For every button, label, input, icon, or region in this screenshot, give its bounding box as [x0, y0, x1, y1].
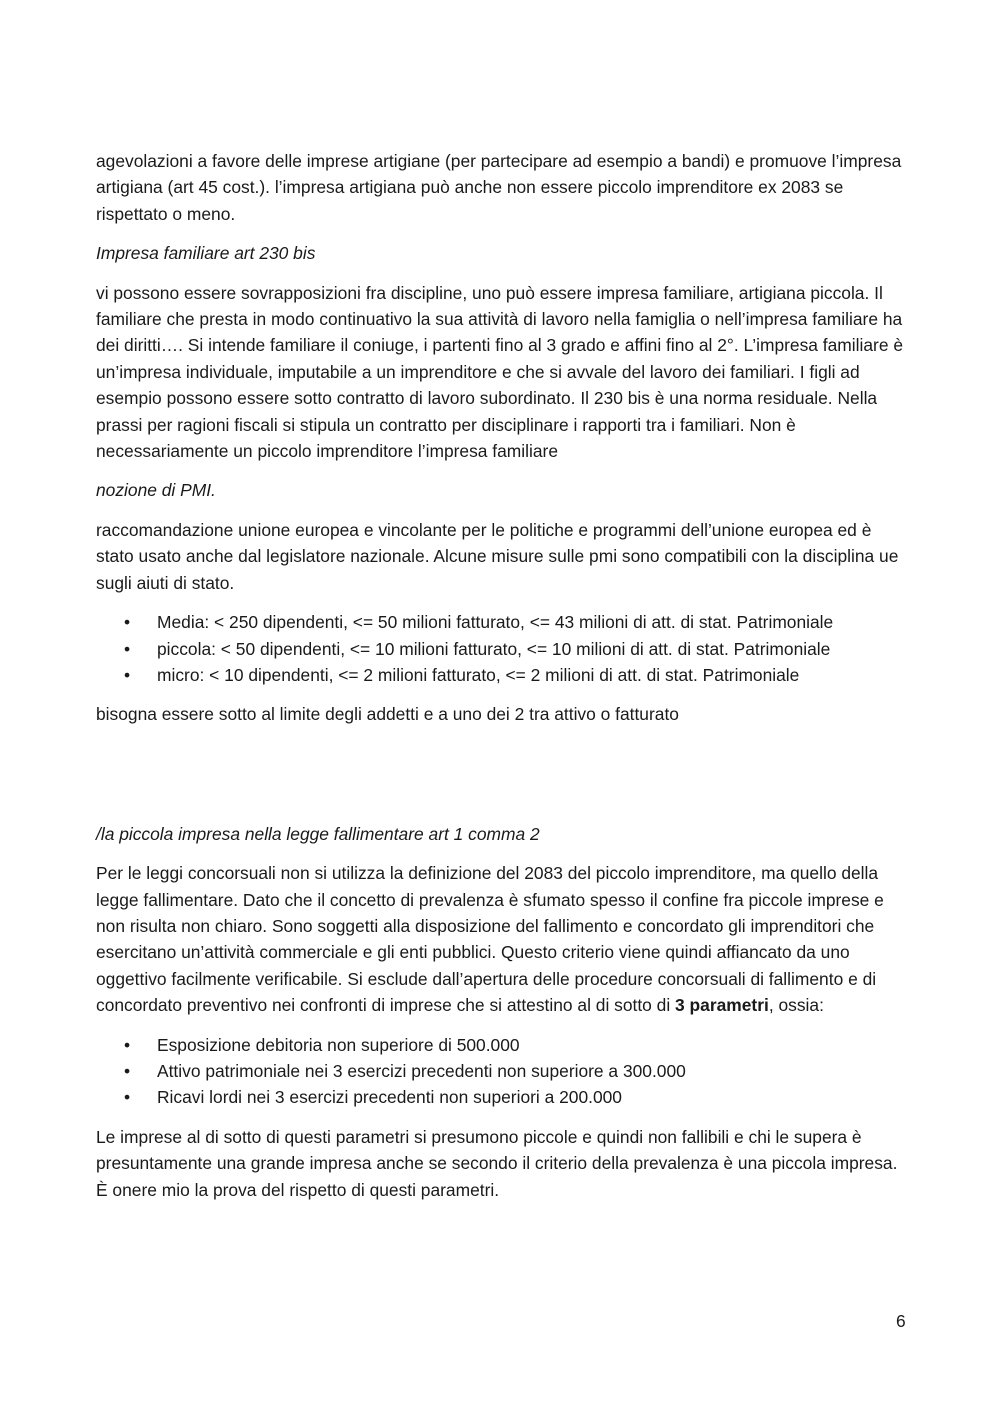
list-item-text: Ricavi lordi nei 3 esercizi precedenti non superiori a 200.000 [157, 1087, 622, 1108]
list-item [96, 609, 908, 635]
list-item-text: piccola: < 50 dipendenti, <= 10 milioni fatturato, <= 10 milioni di att. di stat. Patrimoniale [157, 638, 831, 659]
list-item [96, 636, 908, 662]
list-item [96, 1058, 908, 1084]
bullet-icon: • [124, 612, 131, 633]
list-item [96, 1032, 908, 1058]
paragraph-conclusione: Le imprese al di sotto di questi parametri si presumono piccole e quindi non fallibili e chi le supera è presuntamente una grande impresa anche se secondo il criterio della prevalenza è una piccola impresa. È onere mio la prova del rispetto di questi parametri. [96, 1126, 898, 1200]
bullet-icon: • [124, 1060, 131, 1081]
paragraph-impresa-familiare: vi possono essere sovrapposizioni fra discipline, uno può essere impresa familiare, artigiana piccola. Il familiare che presta in modo continuativo la sua attività di lavoro nella famiglia o nell’impresa familiare ha dei diritti…. Si intende familiare il coniuge, i partenti fino al 3 grado e affini fino al 2°. L’impresa familiare è un’impresa individuale, imputabile a un imprenditore e che si avvale del lavoro dei familiari. I figli ad esempio possono essere sotto contratto di lavoro subordinato. Il 230 bis è una norma residuale. Nella prassi per ragioni fiscali si stipula un contratto per disciplinare i rapporti tra i familiari. Non è necessariamente un piccolo imprenditore l’impresa familiare [96, 282, 904, 462]
document-body [96, 148, 908, 1216]
list-item-text: Esposizione debitoria non superiore di 500.000 [157, 1034, 520, 1055]
paragraph-pmi: raccomandazione unione europea e vincolante per le politiche e programmi dell’unione europea ed è stato usato anche dal legislatore nazionale. Alcune misure sulle pmi sono compatibili con la disciplina ue sugli aiuti di stato. [96, 519, 899, 593]
list-item [96, 1084, 908, 1110]
page-number: 6 [896, 1311, 906, 1331]
heading-nozione-pmi: nozione di PMI. [96, 480, 216, 501]
paragraph-leggi-concorsuali [96, 860, 908, 1018]
list-item-text: Attivo patrimoniale nei 3 esercizi precedenti non superiore a 300.000 [157, 1060, 686, 1081]
heading-impresa-familiare: Impresa familiare art 230 bis [96, 243, 316, 264]
list-item-text: Media: < 250 dipendenti, <= 50 milioni fatturato, <= 43 milioni di att. di stat. Patrimoniale [157, 612, 834, 633]
paragraph-text-end: , ossia: [768, 995, 824, 1016]
bullet-icon: • [124, 1034, 131, 1055]
bullet-icon: • [124, 1087, 131, 1108]
blank-space [96, 741, 908, 821]
list-item [96, 662, 908, 688]
paragraph-artigiana: agevolazioni a favore delle imprese artigiane (per partecipare ad esempio a bandi) e promuove l’impresa artigiana (art 45 cost.). l’impresa artigiana può anche non essere piccolo imprenditore ex 2083 se rispettato o meno. [96, 151, 902, 224]
bold-text: 3 parametri [675, 995, 769, 1016]
bullet-icon: • [124, 664, 131, 685]
bullet-icon: • [124, 638, 131, 659]
pmi-list [96, 609, 908, 688]
paragraph-text: Per le leggi concorsuali non si utilizza la definizione del 2083 del piccolo imprenditore, ma quello della legge fallimentare. Dato che il concetto di prevalenza è sfumato spesso il confine fra piccole imprese e non risulta non chiaro. Sono soggetti alla disposizione del fallimento e concordato gli imprenditori che esercitano un’attività commerciale e gli enti pubblici. Questo criterio viene quindi affiancato da uno oggettivo facilmente verificabile. Si esclude dall’apertura delle procedure concorsuali di fallimento e di concordato preventivo nei confronti di imprese che si attestino al di sotto di [96, 863, 884, 1016]
parametri-list [96, 1032, 908, 1111]
list-item-text: micro: < 10 dipendenti, <= 2 milioni fatturato, <= 2 milioni di att. di stat. Patrimoniale [157, 664, 800, 685]
heading-legge-fallimentare: /la piccola impresa nella legge fallimentare art 1 comma 2 [96, 823, 540, 844]
paragraph-limite-addetti: bisogna essere sotto al limite degli addetti e a uno dei 2 tra attivo o fatturato [96, 704, 679, 725]
